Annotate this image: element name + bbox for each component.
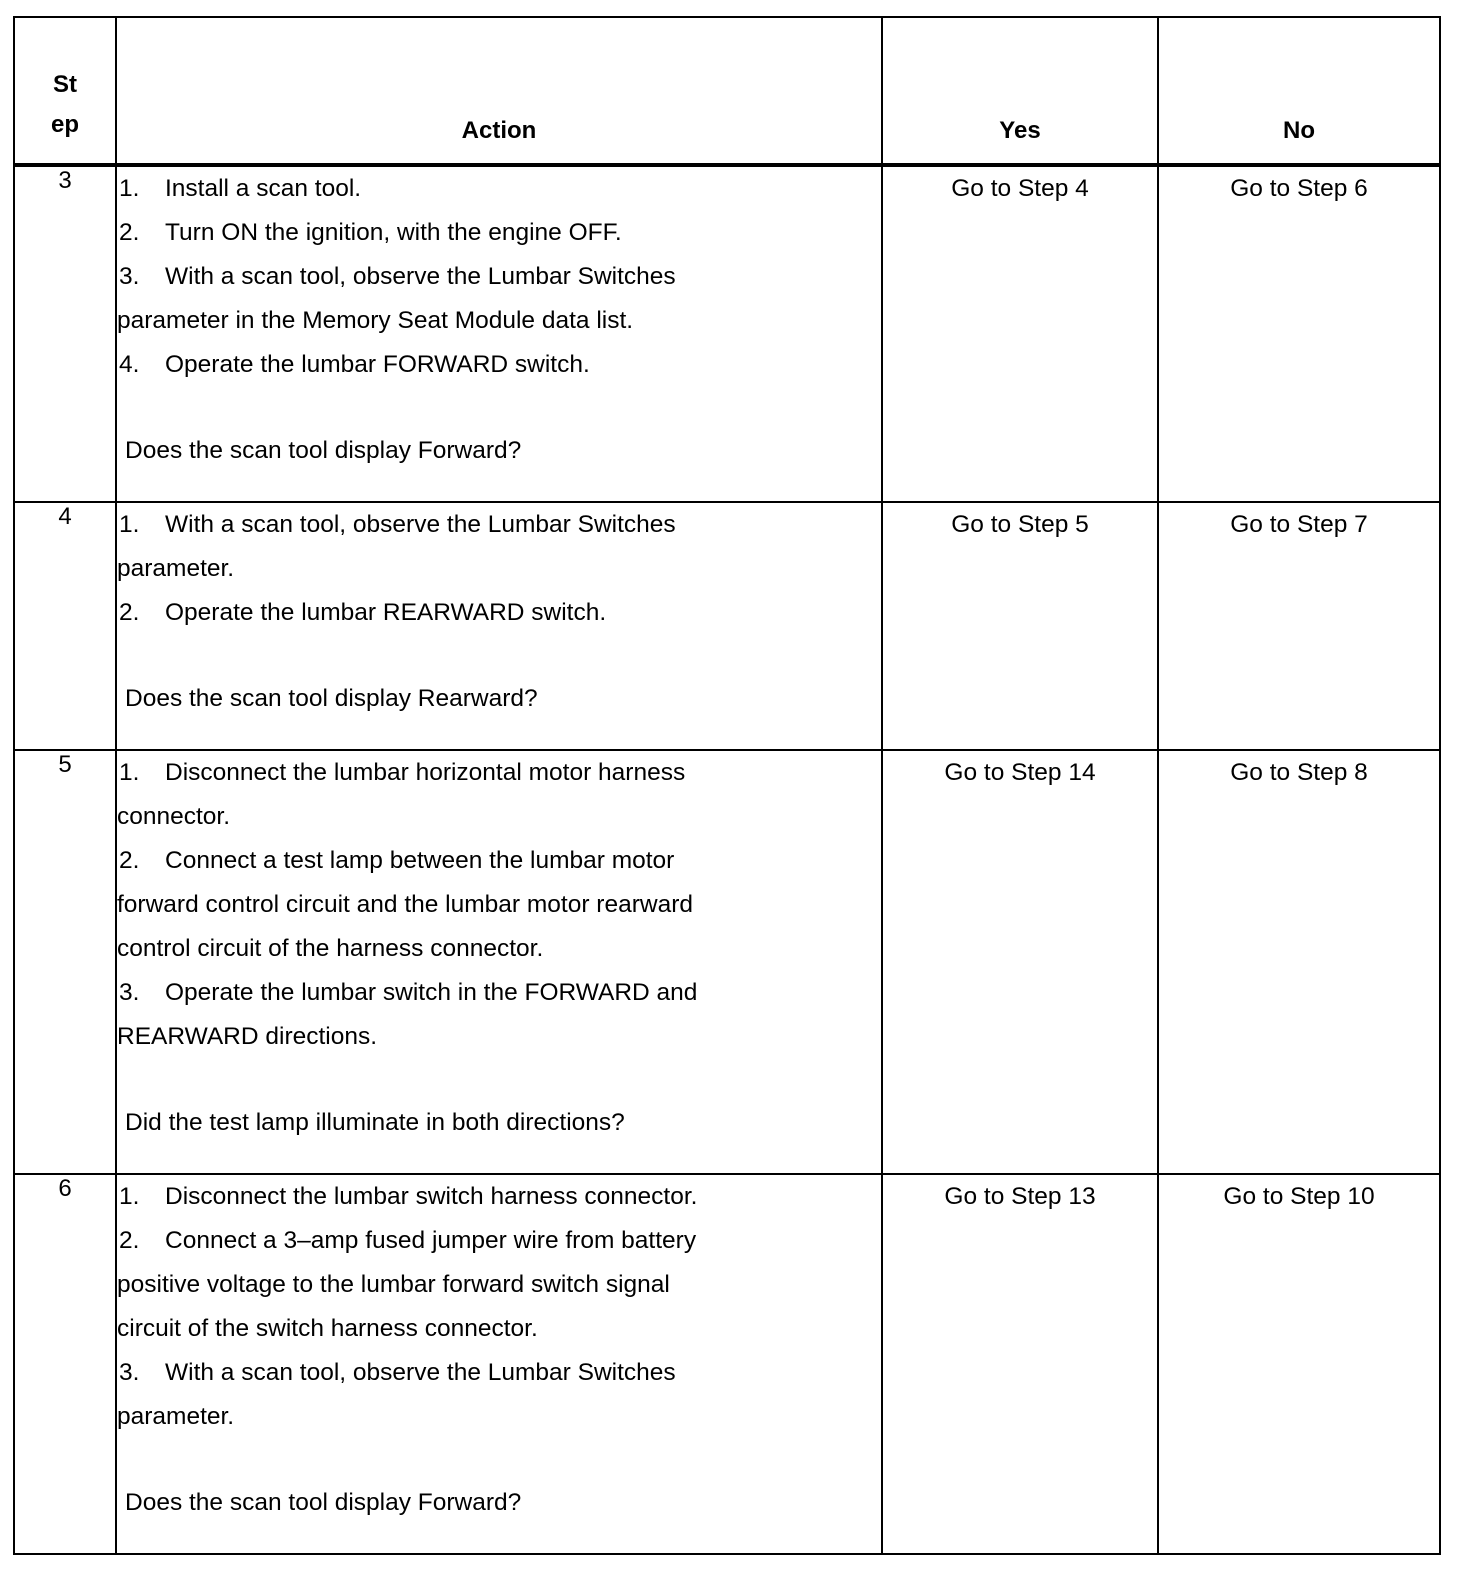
- action-question: Does the scan tool display Rearward?: [125, 685, 538, 712]
- no-result-text: Go to Step 6: [1230, 175, 1368, 202]
- yes-result-text: Go to Step 4: [951, 175, 1089, 202]
- action-line-text: parameter.: [117, 555, 235, 582]
- action-cell: [116, 750, 882, 1174]
- action-line: [117, 167, 881, 211]
- step-column-header: [14, 17, 116, 165]
- action-line-text: With a scan tool, observe the Lumbar Switches: [165, 511, 676, 538]
- action-line-text: connector.: [117, 803, 231, 830]
- header-row: [14, 17, 1440, 165]
- action-cell: [116, 502, 882, 750]
- action-line-text: Connect a test lamp between the lumbar motor: [165, 847, 675, 874]
- action-line-number: 2.: [119, 1227, 140, 1254]
- action-line-number: 3.: [119, 263, 140, 290]
- action-line-number: 2.: [119, 847, 140, 874]
- action-line-number: 1.: [119, 175, 140, 202]
- yes-cell: [882, 750, 1158, 1174]
- action-line: [117, 1351, 881, 1395]
- no-result-text: Go to Step 10: [1223, 1183, 1375, 1210]
- action-question: Does the scan tool display Forward?: [125, 1489, 522, 1516]
- action-line-text: Connect a 3–amp fused jumper wire from battery: [165, 1227, 697, 1254]
- step-number: 6: [14, 1174, 116, 1554]
- step-number: 4: [14, 502, 116, 750]
- action-line: [117, 503, 881, 547]
- action-line: [117, 751, 881, 795]
- action-line: [117, 883, 881, 927]
- action-line: [117, 971, 881, 1015]
- yes-column-header: Yes: [882, 17, 1158, 165]
- step-header-line2: ep: [50, 111, 79, 138]
- action-line: [117, 299, 881, 343]
- action-line: [117, 1219, 881, 1263]
- action-line: [117, 255, 881, 299]
- yes-cell: [882, 502, 1158, 750]
- action-line-number: 2.: [119, 219, 140, 246]
- action-line-number: 4.: [119, 351, 140, 378]
- action-line: [117, 839, 881, 883]
- action-line: [117, 927, 881, 971]
- yes-cell: [882, 1174, 1158, 1554]
- step-header-line1: St: [53, 71, 77, 98]
- action-line-text: With a scan tool, observe the Lumbar Switches: [165, 263, 676, 290]
- action-line: [117, 1015, 881, 1059]
- action-line-text: Disconnect the lumbar horizontal motor harness: [165, 759, 686, 786]
- step-number: 3: [14, 165, 116, 502]
- action-line-number: 3.: [119, 979, 140, 1006]
- action-line-text: parameter in the Memory Seat Module data list.: [117, 307, 634, 334]
- action-line: [117, 1395, 881, 1439]
- action-line: [117, 591, 881, 635]
- table-row: [14, 750, 1440, 1174]
- action-line-text: circuit of the switch harness connector.: [117, 1315, 538, 1342]
- action-line-number: 1.: [119, 759, 140, 786]
- action-line-text: Operate the lumbar FORWARD switch.: [165, 351, 590, 378]
- diagnostic-table: [13, 16, 1441, 1555]
- action-line: [117, 211, 881, 255]
- action-line-number: 2.: [119, 599, 140, 626]
- action-line-text: positive voltage to the lumbar forward switch signal: [117, 1271, 670, 1298]
- table-row: [14, 502, 1440, 750]
- action-line-text: REARWARD directions.: [117, 1023, 378, 1050]
- action-line: [117, 1175, 881, 1219]
- table-row: [14, 1174, 1440, 1554]
- no-cell: [1158, 165, 1440, 502]
- action-line: [117, 343, 881, 387]
- action-cell: [116, 165, 882, 502]
- yes-result-text: Go to Step 5: [951, 511, 1089, 538]
- action-line-number: 1.: [119, 1183, 140, 1210]
- no-result-text: Go to Step 8: [1230, 759, 1368, 786]
- action-line-text: control circuit of the harness connector.: [117, 935, 544, 962]
- action-line-text: Disconnect the lumbar switch harness connector.: [165, 1183, 698, 1210]
- action-question: Did the test lamp illuminate in both directions?: [125, 1109, 625, 1136]
- action-column-header: Action: [116, 17, 882, 165]
- action-line-text: Operate the lumbar REARWARD switch.: [165, 599, 607, 626]
- no-cell: [1158, 502, 1440, 750]
- yes-cell: [882, 165, 1158, 502]
- action-line: [117, 795, 881, 839]
- action-line-number: 3.: [119, 1359, 140, 1386]
- action-line-text: parameter.: [117, 1403, 235, 1430]
- action-line: [117, 547, 881, 591]
- action-line-text: Install a scan tool.: [165, 175, 362, 202]
- action-line: [117, 1307, 881, 1351]
- action-line-text: With a scan tool, observe the Lumbar Switches: [165, 1359, 676, 1386]
- yes-result-text: Go to Step 13: [944, 1183, 1096, 1210]
- action-line-text: Turn ON the ignition, with the engine OFF.: [165, 219, 622, 246]
- table-body: [14, 165, 1440, 1554]
- action-question: Does the scan tool display Forward?: [125, 437, 522, 464]
- action-line-number: 1.: [119, 511, 140, 538]
- no-cell: [1158, 1174, 1440, 1554]
- no-result-text: Go to Step 7: [1230, 511, 1368, 538]
- yes-result-text: Go to Step 14: [944, 759, 1096, 786]
- action-cell: [116, 1174, 882, 1554]
- action-line-text: Operate the lumbar switch in the FORWARD and: [165, 979, 698, 1006]
- action-line: [117, 1263, 881, 1307]
- no-cell: [1158, 750, 1440, 1174]
- step-number: 5: [14, 750, 116, 1174]
- no-column-header: No: [1158, 17, 1440, 165]
- table-header: [14, 17, 1440, 165]
- table-row: [14, 165, 1440, 502]
- action-line-text: forward control circuit and the lumbar motor rearward: [117, 891, 693, 918]
